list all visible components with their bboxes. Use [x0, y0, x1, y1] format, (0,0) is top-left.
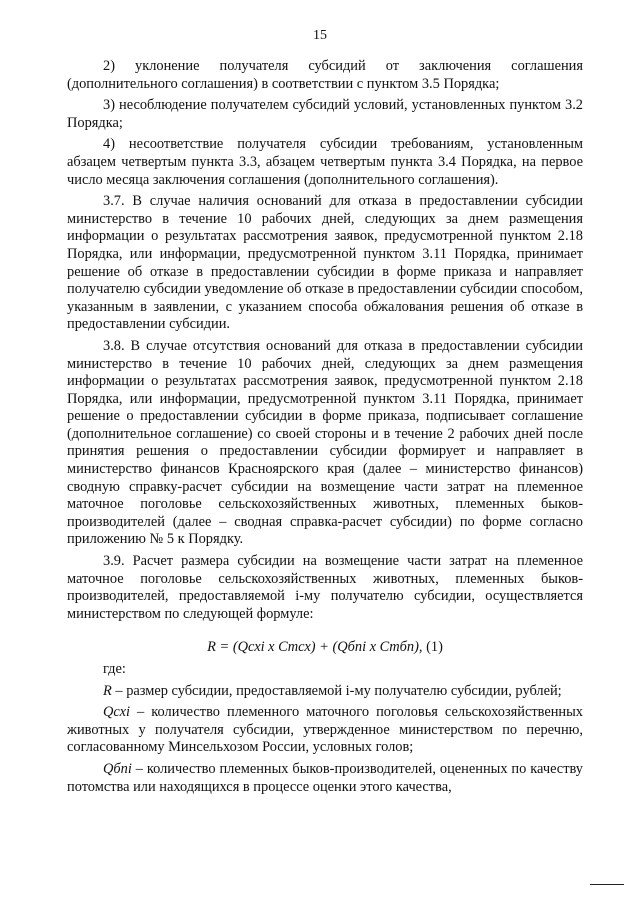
footer-rule [590, 884, 624, 885]
definition-qsxi [67, 704, 583, 757]
paragraph-item-3: 3) несоблюдение получателем субсидий условий, установленных пунктом 3.2 Порядка; [67, 97, 583, 131]
formula-number: (1) [426, 639, 443, 656]
formula-expression: R = (Qсхi x Cтсх) + (Qбпi x Cтбп), [207, 639, 423, 656]
paragraph-3-7: 3.7. В случае наличия оснований для отказа в предоставлении субсидии министерство в течение 10 рабочих дней, следующих за днем размещения информации о результатах рассмотрения заявок, предусмотренной пунктом 2.18 Порядка, или информации, предусмотренной пунктом 3.11 Порядка, принимает решение об отказе в предоставлении субсидии в форме приказа и направляет получателю субсидии уведомление об отказе в предоставлении субсидии способом, указанным в заявлении, с указанием способа обжалования решения об отказе в предоставлении субсидии. [67, 193, 583, 333]
paragraph-3-9: 3.9. Расчет размера субсидии на возмещение части затрат на племенное маточное поголовье сельскохозяйственных животных, племенных быков-производителей, предоставляемой i-му получателю субсидии, осуществляется министерством по следующей формуле: [67, 553, 583, 622]
paragraph-item-2: 2) уклонение получателя субсидий от заключения соглашения (дополнительного соглашения) в соответствии с пунктом 3.5 Порядка; [67, 58, 583, 92]
definition-term: R [103, 682, 112, 699]
definition-term: Qсхi [103, 704, 130, 721]
paragraph-item-4: 4) несоответствие получателя субсидии требованиям, установленным абзацем четвертым пункта 3.3, абзацем четвертым пункта 3.4 Порядка, на первое число месяца заключения соглашения (дополнительного соглашения). [67, 136, 583, 188]
paragraph-3-8: 3.8. В случае отсутствия оснований для отказа в предоставлении субсидии министерство в течение 10 рабочих дней, следующих за днем размещения информации о результатах рассмотрения заявок, предусмотренной пунктом 2.18 Порядка, или информации, предусмотренной пунктом 3.11 Порядка, принимает решение о предоставлении субсидии в форме приказа, подписывает соглашение (дополнительное соглашение) со своей стороны и в течение 2 рабочих дней после принятия решения о предоставлении субсидии формирует и направляет в министерство финансов Красноярского края (далее – министерство финансов) сводную справку-расчет субсидии на возмещение части затрат на племенное маточное поголовье сельскохозяйственных животных, племенных быков-производителей (далее – сводная справка-расчет субсидии) по форме согласно приложению № 5 к Порядку. [67, 337, 583, 548]
formula [67, 639, 583, 657]
page-number: 15 [313, 28, 327, 43]
definition-text: – количество племенного маточного поголовья сельскохозяйственных животных у получателя субсидии, утвержденное министерством по перечню, согласованному Минсельхозом России, условных голов; [67, 704, 583, 756]
document-body [67, 58, 583, 800]
definition-term: Qбпi [103, 760, 132, 777]
definition-text: – размер субсидии, предоставляемой i-му получателю субсидии, рублей; [111, 682, 562, 699]
definition-qbpi [67, 761, 583, 796]
where-label: где: [103, 661, 126, 677]
definition-text: – количество племенных быков-производителей, оцененных по качеству потомства или находящихся в процессе оценки этого качества, [67, 760, 583, 795]
definition-r [67, 683, 583, 701]
